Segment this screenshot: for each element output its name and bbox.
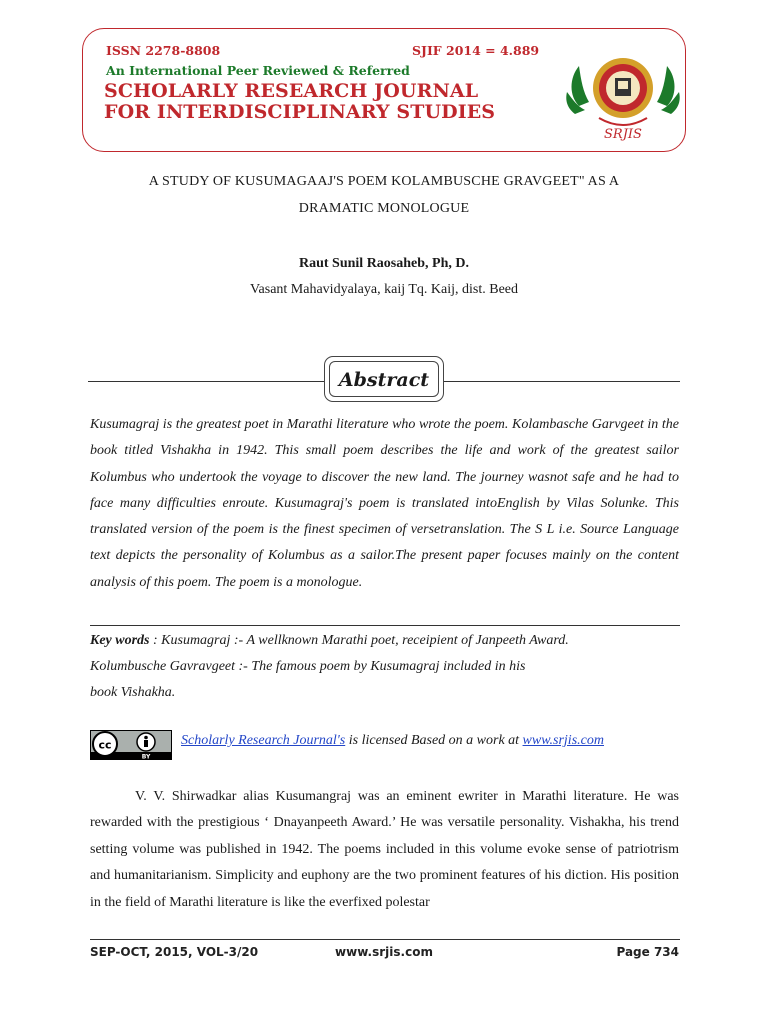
journal-title-line1: SCHOLARLY RESEARCH JOURNAL (104, 80, 479, 102)
footer-issue-info: SEP-OCT, 2015, VOL-3/20 (90, 945, 259, 959)
keywords-block (90, 628, 690, 706)
abstract-heading: Abstract (329, 361, 439, 397)
creative-commons-by-badge[interactable] (90, 730, 172, 760)
journal-seal-logo (563, 48, 683, 148)
keywords-line3: book Vishakha. (90, 685, 176, 700)
keywords-line1: : Kusumagraj :- A wellknown Marathi poet, receipient of Janpeeth Award. (149, 633, 569, 648)
keywords-divider (90, 625, 680, 626)
abstract-body: Kusumagraj is the greatest poet in Marathi literature who wrote the poem. Kolambasche Garvgeet in the book titled Vishakha in 1942. This small poem describes the life and work of the greatest sailor Kolumbus who undertook the voyage to discover the new land. The journey wasnot safe and he had to face many difficulties enroute. Kusumagraj's poem is translated intoEnglish by Vilas Solunke. This translated version of the poem is the finest specimen of versetranslation. The S L i.e. Source Language text depicts the personality of Kolumbus as a sailor.The present paper focuses mainly on the content analysis of this poem. The poem is a monologue. (90, 417, 679, 590)
keywords-label: Key words (90, 633, 150, 648)
paper-title-line1: A STUDY OF KUSUMAGAAJ'S POEM KOLAMBUSCHE GRAVGEET" AS A (148, 174, 620, 189)
body-paragraph-text: V. V. Shirwadkar alias Kusumangraj was an eminent ewriter in Marathi literature. He was rewarded with the prestigious ‘ Dnayanpeeth Award.’ He was versatile personality. Vishakha, his trend setting volume was published in 1942. The poems included in this volume evoke sense of patriotrism and humanitarianism. Simplicity and euphony are the two prominent features of his diction. His position in the field of Marathi literature is like the everfixed polestar (90, 789, 679, 910)
site-link[interactable]: www.srjis.com (522, 733, 604, 748)
journal-title-line2: FOR INTERDISCIPLINARY STUDIES (104, 101, 496, 123)
footer-page-number: Page 734 (616, 945, 679, 959)
license-middle-text: is licensed Based on a work at (345, 733, 523, 748)
author-affiliation: Vasant Mahavidyalaya, kaij Tq. Kaij, dist. Beed (249, 282, 518, 297)
paper-title-line2: DRAMATIC MONOLOGUE (298, 201, 470, 216)
svg-text:cc: cc (98, 738, 112, 752)
keywords-line2: Kolumbusche Gavravgeet :- The famous poem by Kusumagraj included in his (90, 659, 526, 674)
body-paragraph (90, 784, 679, 916)
author-name: Raut Sunil Raosaheb, Ph, D. (299, 256, 469, 271)
issn-number: ISSN 2278-8808 (106, 43, 221, 58)
seal-text: SRJIS (604, 127, 642, 142)
abstract-heading-box (324, 356, 444, 402)
peer-reviewed-tagline: An International Peer Reviewed & Referred (106, 63, 410, 78)
cc-by-label: BY (141, 753, 151, 760)
journal-link[interactable]: Scholarly Research Journal's (181, 733, 346, 748)
license-statement (181, 733, 604, 749)
abstract-rule-left (88, 381, 324, 382)
sjif-impact-factor: SJIF 2014 = 4.889 (412, 43, 540, 58)
footer-divider (90, 939, 680, 940)
footer-website: www.srjis.com (335, 945, 433, 959)
abstract-rule-right (444, 381, 680, 382)
